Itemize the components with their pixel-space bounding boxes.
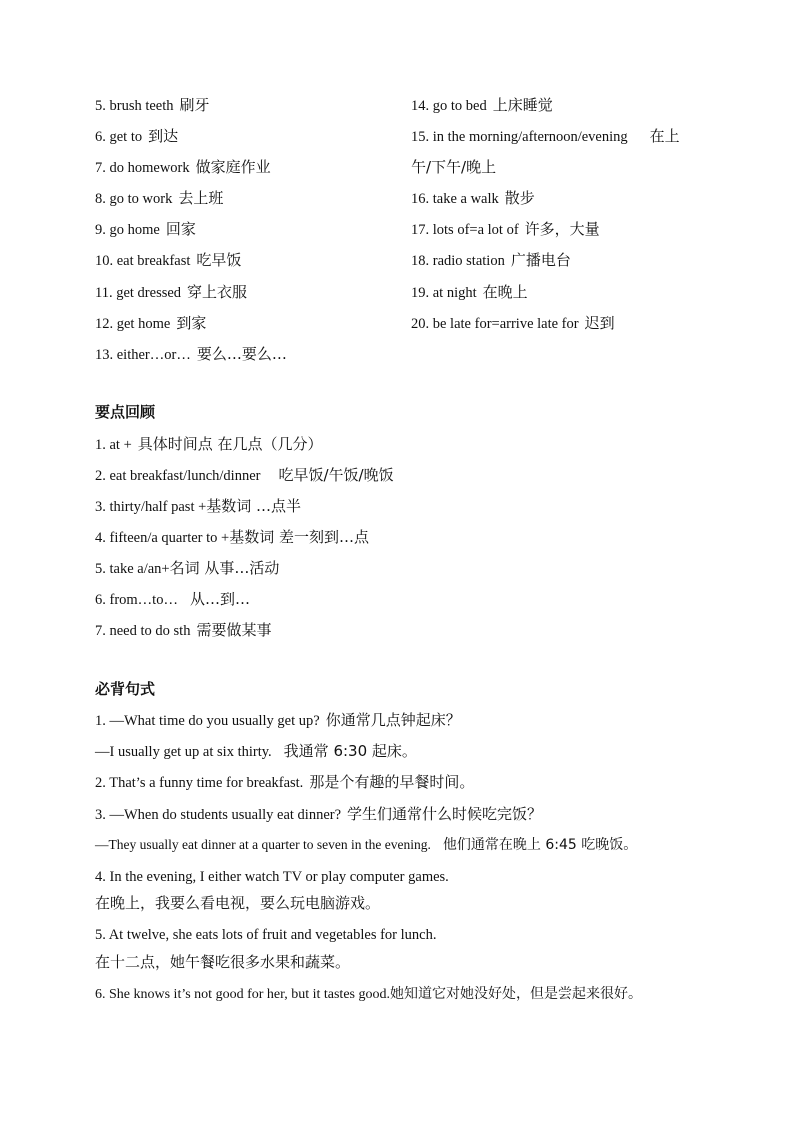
key-point-item [95,465,394,486]
vocab-zh: 上床睡觉 [492,96,553,114]
vocab-zh: 在上 [649,127,680,145]
vocab-en: 12. get home [95,316,171,332]
vocab-en: 13. either…or… [95,347,191,363]
vocab-zh: 许多，大量 [524,220,600,238]
key-point-item [95,558,279,579]
vocab-zh: 吃早饭 [196,251,242,269]
vocab-item [411,95,553,116]
sentence-line [95,984,642,1005]
sentence-en: 1. —What time do you usually get up? [95,713,320,729]
sentence-en: 3. —When do students usually eat dinner? [95,807,342,823]
vocab-item [95,188,223,209]
vocab-item [95,344,287,365]
vocab-en: 18. radio station [411,253,505,269]
vocab-item [95,313,206,334]
sentence-line [95,710,461,731]
vocab-zh: 去上班 [178,189,224,207]
key-point-zh: 基数词 …点半 [206,497,302,515]
vocab-item [95,282,247,303]
sentence-line [95,924,436,945]
vocab-zh: 回家 [165,220,196,238]
vocab-item [95,219,196,240]
vocab-item [411,313,615,334]
vocab-en: 7. do homework [95,160,190,176]
vocab-item [411,282,528,303]
sentence-zh: 那是个有趣的早餐时间。 [309,773,475,791]
vocab-item [411,188,535,209]
vocab-zh: 到达 [148,127,179,145]
vocab-item [95,126,178,147]
vocab-zh: 做家庭作业 [195,158,271,176]
key-point-en: 5. take a/an+ [95,561,170,577]
key-point-en: 3. thirty/half past + [95,499,207,515]
vocab-en: 5. brush teeth [95,98,174,114]
key-point-en: 4. fifteen/a quarter to + [95,530,230,546]
sentence-en: 6. She knows it’s not good for her, but it tastes good. [95,987,390,1002]
sentence-zh: 在十二点，她午餐吃很多水果和蔬菜。 [95,953,351,971]
vocab-zh: 散步 [504,189,535,207]
sentence-line [95,772,474,793]
key-point-item [95,434,323,455]
vocab-item [411,219,600,240]
sentence-zh: 你通常几点钟起床？ [325,711,461,729]
vocab-en: 15. in the morning/afternoon/evening [411,129,628,145]
key-point-zh: 具体时间点 在几点（几分） [137,435,323,453]
key-point-en: 7. need to do sth [95,623,191,639]
key-point-zh: 从…到… [189,590,250,608]
sentence-line [95,866,449,887]
sentence-line [95,804,542,825]
vocab-en: 20. be late for=arrive late for [411,316,579,332]
vocab-item [411,250,571,271]
key-point-zh: 名词 从事…活动 [169,559,280,577]
sentence-zh: 在晚上，我要么看电视，要么玩电脑游戏。 [95,894,381,912]
key-point-en: 2. eat breakfast/lunch/dinner [95,468,261,484]
sentence-en: —I usually get up at six thirty. [95,744,272,760]
key-point-item [95,496,301,517]
key-point-item [95,527,369,548]
vocab-en: 9. go home [95,222,160,238]
sentence-en: 4. In the evening, I either watch TV or play computer games. [95,869,449,885]
key-point-zh: 基数词 差一刻到…点 [229,528,369,546]
section-title-sentences: 必背句式 [95,680,156,698]
key-point-en: 1. at + [95,437,132,453]
key-point-zh: 吃早饭/午饭/晚饭 [278,466,394,484]
vocab-item-continued [411,157,496,178]
sentence-line [95,741,417,762]
vocab-en: 10. eat breakfast [95,253,191,269]
sentence-en: 2. That’s a funny time for breakfast. [95,775,304,791]
vocab-zh: 刷牙 [179,96,210,114]
sentence-line [95,835,637,855]
sentence-line [95,952,350,973]
vocab-en: 17. lots of=a lot of [411,222,519,238]
vocab-en: 14. go to bed [411,98,487,114]
section-title-key-points: 要点回顾 [95,403,156,421]
sentence-en: 5. At twelve, she eats lots of fruit and vegetables for lunch. [95,927,437,943]
vocab-zh: 迟到 [584,314,615,332]
sentence-zh: 我通常 6:30 起床。 [283,742,417,760]
sentence-zh: 他们通常在晚上 6:45 吃晚饭。 [442,837,638,853]
vocab-en: 6. get to [95,129,143,145]
vocab-en: 11. get dressed [95,285,182,301]
key-point-item [95,620,271,641]
vocab-zh: 穿上衣服 [187,283,248,301]
key-point-zh: 需要做某事 [196,621,272,639]
vocab-item [95,95,210,116]
vocab-en: 16. take a walk [411,191,499,207]
vocab-zh: 到家 [176,314,207,332]
sentence-en: —They usually eat dinner at a quarter to seven in the evening. [95,837,431,852]
vocab-item [411,126,680,147]
sentence-line [95,893,380,914]
vocab-zh: 在晚上 [482,283,528,301]
key-point-en: 6. from…to… [95,592,178,608]
vocab-zh: 广播电台 [510,251,571,269]
vocab-en: 19. at night [411,285,477,301]
vocab-zh: 要么…要么… [196,345,287,363]
vocab-item [95,157,271,178]
key-point-item [95,589,250,610]
sentence-zh: 学生们通常什么时候吃完饭？ [347,805,543,823]
sentence-zh: 她知道它对她没好处，但是尝起来很好。 [389,986,642,1002]
vocab-item [95,250,241,271]
vocab-zh: 午/下午/晚上 [411,158,497,176]
vocab-en: 8. go to work [95,191,173,207]
